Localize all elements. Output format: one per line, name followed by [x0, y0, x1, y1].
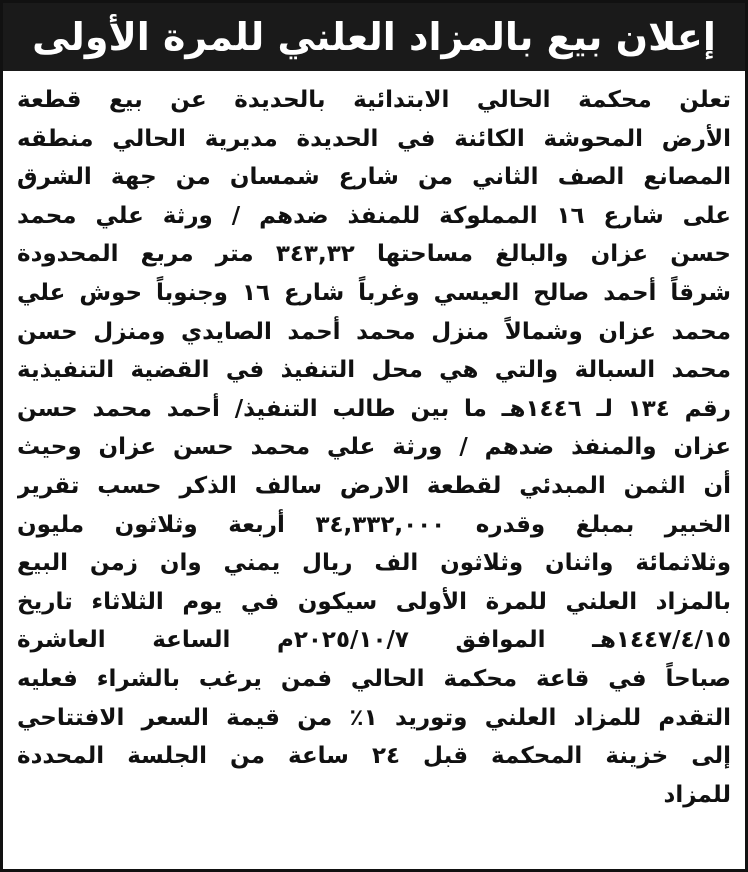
body-line: الأرض المحوشة الكائنة في الحديدة مديرية الحالي منطقه	[17, 125, 731, 152]
body-line: الخبير بمبلغ وقدره ٣٤,٣٣٢,٠٠٠ أربعة وثلاثون مليون	[17, 511, 731, 538]
body-line: على شارع ١٦ المملوكة للمنفذ ضدهم / ورثة علي محمد	[17, 202, 731, 229]
notice-title: إعلان بيع بالمزاد العلني للمرة الأولى	[32, 15, 716, 59]
notice-title-banner	[3, 3, 745, 71]
body-line: وثلاثمائة واثنان وثلاثون الف ريال يمني وان زمن البيع	[17, 550, 731, 577]
body-line: عزان والمنفذ ضدهم / ورثة علي محمد حسن عزان وحيث	[17, 434, 731, 461]
body-line: للمزاد	[663, 781, 731, 808]
body-line: بالمزاد العلني للمرة الأولى سيكون في يوم الثلاثاء تاريخ	[17, 588, 731, 615]
body-line: محمد عزان وشمالاً منزل محمد أحمد الصايدي ومنزل حسن	[17, 318, 731, 345]
body-line: صباحاً في قاعة محكمة الحالي فمن يرغب بالشراء فعليه	[17, 665, 731, 692]
body-line: محمد السبالة والتي هي محل التنفيذ في القضية التنفيذية	[17, 357, 731, 384]
body-line: تعلن محكمة الحالي الابتدائية بالحديدة عن بيع قطعة	[17, 87, 731, 113]
body-line: أن الثمن المبدئي لقطعة الارض سالف الذكر حسب تقرير	[17, 472, 731, 499]
body-line: التقدم للمزاد العلني وتوريد ١٪ من قيمة السعر الافتتاحي	[17, 704, 731, 731]
body-line: ١٤٤٧/٤/١٥هـ الموافق ٢٠٢٥/١٠/٧م الساعة العاشرة	[17, 627, 731, 654]
body-line: رقم ١٣٤ لـ ١٤٤٦هـ ما بين طالب التنفيذ/ أحمد محمد حسن	[17, 395, 731, 422]
body-line: شرقاً أحمد صالح العيسي وغرباً شارع ١٦ وجنوباً حوش علي	[17, 279, 731, 306]
body-line: حسن عزان والبالغ مساحتها ٣٤٣,٣٢ متر مربع المحدودة	[17, 241, 731, 268]
body-line: المصانع الصف الثاني من شارع شمسان من جهة الشرق	[17, 164, 731, 191]
notice-body	[3, 71, 745, 814]
body-line: إلى خزينة المحكمة قبل ٢٤ ساعة من الجلسة المحددة	[17, 743, 731, 770]
